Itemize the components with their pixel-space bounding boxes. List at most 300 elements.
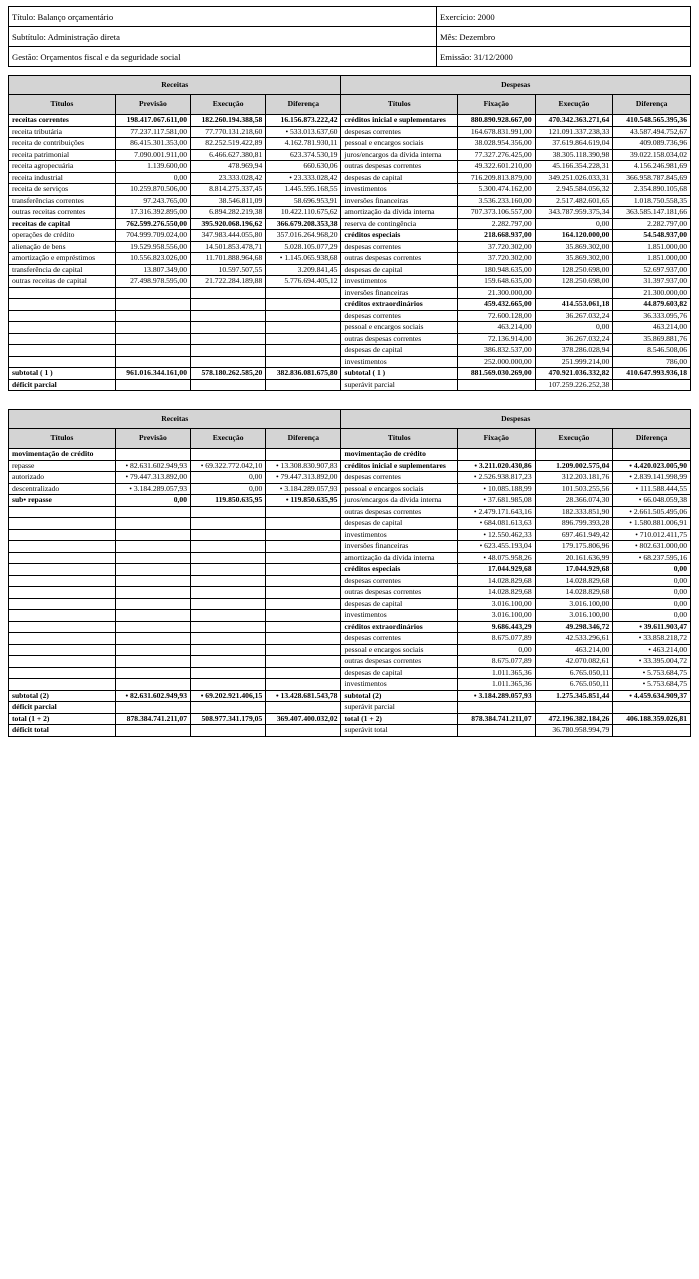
row-execucao-receita xyxy=(191,587,266,599)
row-diferenca-despesa: • 4.420.023.005,90 xyxy=(613,460,691,472)
row-fixacao: 49.322.601.210,00 xyxy=(457,161,535,173)
row-label-right: despesas de capital xyxy=(341,667,457,679)
row-diferenca-despesa: • 710.012.411,75 xyxy=(613,529,691,541)
row-fixacao: 3.016.100,00 xyxy=(457,610,535,622)
row-diferenca-despesa: • 5.753.684,75 xyxy=(613,679,691,691)
row-label-right: superávit parcial xyxy=(341,702,457,714)
row-label-right: créditos especiais xyxy=(341,564,457,576)
table-row xyxy=(9,241,691,253)
row-execucao-despesa: 42.533.296,61 xyxy=(535,633,613,645)
table-row xyxy=(9,564,691,576)
row-execucao-receita xyxy=(191,529,266,541)
row-fixacao: 880.890.928.667,00 xyxy=(457,115,535,127)
row-execucao-receita: 578.180.262.585,20 xyxy=(191,368,266,380)
row-execucao-receita xyxy=(191,379,266,391)
row-label-right: movimentação de crédito xyxy=(341,449,457,461)
row-fixacao: 878.384.741.211,07 xyxy=(457,713,535,725)
row-diferenca-despesa: 1.851.000,00 xyxy=(613,253,691,265)
row-diferenca-despesa xyxy=(613,702,691,714)
row-label-left xyxy=(9,333,116,345)
row-execucao-despesa: 49.298.346,72 xyxy=(535,621,613,633)
row-label-left xyxy=(9,529,116,541)
row-execucao-despesa: 42.070.082,61 xyxy=(535,656,613,668)
row-execucao-receita xyxy=(191,656,266,668)
column-header-right-0: Títulos xyxy=(341,429,457,449)
table-row xyxy=(9,195,691,207)
row-label-left: subtotal ( 1 ) xyxy=(9,368,116,380)
row-label-right: créditos inicial e suplementares xyxy=(341,115,457,127)
row-execucao-receita: 508.977.341.179,05 xyxy=(191,713,266,725)
row-fixacao: 707.373.106.557,00 xyxy=(457,207,535,219)
row-label-left xyxy=(9,322,116,334)
row-label-left: receitas de capital xyxy=(9,218,116,230)
row-fixacao: • 37.681.985,08 xyxy=(457,495,535,507)
row-fixacao: 3.016.100,00 xyxy=(457,598,535,610)
row-label-right: despesas de capital xyxy=(341,345,457,357)
table-row xyxy=(9,644,691,656)
row-diferenca-receita xyxy=(266,598,341,610)
row-execucao-despesa: 1.275.345.851,44 xyxy=(535,690,613,702)
row-previsao: 7.090.001.911,00 xyxy=(115,149,190,161)
row-fixacao: 72.600.128,00 xyxy=(457,310,535,322)
row-diferenca-despesa: 409.089.736,96 xyxy=(613,138,691,150)
row-execucao-receita: 21.722.284.189,88 xyxy=(191,276,266,288)
row-execucao-despesa: 472.196.382.184,26 xyxy=(535,713,613,725)
row-label-left: déficit parcial xyxy=(9,702,116,714)
row-previsao: 0,00 xyxy=(115,495,190,507)
row-execucao-receita: 395.920.068.196,62 xyxy=(191,218,266,230)
row-previsao: 878.384.741.211,07 xyxy=(115,713,190,725)
row-previsao xyxy=(115,667,190,679)
row-diferenca-receita xyxy=(266,287,341,299)
row-fixacao: 8.675.077,89 xyxy=(457,656,535,668)
column-header-left-2: Execução xyxy=(191,95,266,115)
row-previsao xyxy=(115,725,190,737)
row-fixacao: 459.432.665,00 xyxy=(457,299,535,311)
row-execucao-receita xyxy=(191,633,266,645)
row-diferenca-receita: 660.630,06 xyxy=(266,161,341,173)
row-label-left xyxy=(9,287,116,299)
group-header-row xyxy=(9,76,691,95)
table-row xyxy=(9,253,691,265)
row-diferenca-despesa: • 2.839.141.998,99 xyxy=(613,472,691,484)
row-diferenca-despesa: 35.869.881,76 xyxy=(613,333,691,345)
row-execucao-receita xyxy=(191,287,266,299)
row-diferenca-despesa: 31.397.937,00 xyxy=(613,276,691,288)
table-row xyxy=(9,598,691,610)
row-previsao: • 79.447.313.892,00 xyxy=(115,472,190,484)
row-diferenca-receita: 4.162.781.930,11 xyxy=(266,138,341,150)
row-diferenca-despesa: • 1.580.881.006,91 xyxy=(613,518,691,530)
row-diferenca-receita xyxy=(266,299,341,311)
row-execucao-despesa: 128.250.698,00 xyxy=(535,264,613,276)
row-diferenca-receita xyxy=(266,506,341,518)
row-execucao-receita: 6.894.282.219,38 xyxy=(191,207,266,219)
row-diferenca-despesa: • 68.237.595,16 xyxy=(613,552,691,564)
table-row xyxy=(9,667,691,679)
table-row xyxy=(9,333,691,345)
row-diferenca-receita: 623.374.530,19 xyxy=(266,149,341,161)
row-execucao-despesa: 0,00 xyxy=(535,322,613,334)
row-diferenca-despesa: 786,00 xyxy=(613,356,691,368)
table-row xyxy=(9,322,691,334)
header-month: Mês: Dezembro xyxy=(437,27,691,47)
row-diferenca-receita xyxy=(266,667,341,679)
row-execucao-despesa: 35.869.302,00 xyxy=(535,253,613,265)
table-row xyxy=(9,218,691,230)
header-management: Gestão: Orçamentos fiscal e da seguridade social xyxy=(9,47,437,67)
row-execucao-despesa: 37.619.864.619,04 xyxy=(535,138,613,150)
row-previsao xyxy=(115,702,190,714)
row-fixacao: 716.209.813.879,00 xyxy=(457,172,535,184)
table-row xyxy=(9,495,691,507)
row-previsao xyxy=(115,333,190,345)
row-execucao-receita: • 69.322.772.042,10 xyxy=(191,460,266,472)
header-row xyxy=(9,47,691,67)
table-total-row xyxy=(9,702,691,714)
row-diferenca-receita xyxy=(266,333,341,345)
column-header-row xyxy=(9,95,691,115)
row-label-left: autorizado xyxy=(9,472,116,484)
row-execucao-despesa: 414.553.061,18 xyxy=(535,299,613,311)
row-diferenca-receita: 16.156.873.222,42 xyxy=(266,115,341,127)
column-header-right-1: Fixação xyxy=(457,95,535,115)
row-diferenca-receita: • 13.428.681.543,78 xyxy=(266,690,341,702)
row-fixacao: • 3.211.020.430,86 xyxy=(457,460,535,472)
row-diferenca-despesa xyxy=(613,725,691,737)
row-diferenca-receita xyxy=(266,564,341,576)
row-label-right: reserva de contingência xyxy=(341,218,457,230)
row-previsao xyxy=(115,575,190,587)
row-diferenca-receita xyxy=(266,702,341,714)
row-label-right: pessoal e encargos sociais xyxy=(341,138,457,150)
row-fixacao: 8.675.077,89 xyxy=(457,633,535,645)
row-execucao-despesa: 6.765.050,11 xyxy=(535,667,613,679)
row-label-left xyxy=(9,656,116,668)
row-fixacao: 0,00 xyxy=(457,644,535,656)
row-label-right: superávit total xyxy=(341,725,457,737)
row-execucao-receita: 0,00 xyxy=(191,483,266,495)
row-previsao: 97.243.765,00 xyxy=(115,195,190,207)
row-label-right: créditos especiais xyxy=(341,230,457,242)
row-execucao-despesa: 463.214,00 xyxy=(535,644,613,656)
row-execucao-despesa: 164.120.000,00 xyxy=(535,230,613,242)
row-diferenca-receita: 357.016.264.968,20 xyxy=(266,230,341,242)
row-diferenca-receita xyxy=(266,610,341,622)
row-label-right: despesas de capital xyxy=(341,172,457,184)
row-execucao-receita xyxy=(191,506,266,518)
row-previsao xyxy=(115,598,190,610)
header-row xyxy=(9,7,691,27)
row-execucao-receita: 6.466.627.380,81 xyxy=(191,149,266,161)
table-row xyxy=(9,287,691,299)
row-label-right: investimentos xyxy=(341,184,457,196)
row-execucao-receita xyxy=(191,333,266,345)
row-previsao: 27.498.978.595,00 xyxy=(115,276,190,288)
row-fixacao: • 2.526.938.817,23 xyxy=(457,472,535,484)
row-previsao xyxy=(115,552,190,564)
table-row xyxy=(9,184,691,196)
row-label-right: outras despesas correntes xyxy=(341,656,457,668)
row-diferenca-despesa: 463.214,00 xyxy=(613,322,691,334)
row-diferenca-despesa: 39.022.158.034,02 xyxy=(613,149,691,161)
row-label-left xyxy=(9,644,116,656)
row-execucao-despesa xyxy=(535,287,613,299)
table-row xyxy=(9,483,691,495)
table-row xyxy=(9,115,691,127)
row-previsao: 13.807.349,00 xyxy=(115,264,190,276)
row-label-left xyxy=(9,506,116,518)
row-execucao-receita: 38.546.811,09 xyxy=(191,195,266,207)
row-fixacao: 463.214,00 xyxy=(457,322,535,334)
row-label-right: total (1 + 2) xyxy=(341,713,457,725)
row-diferenca-receita: • 533.013.637,60 xyxy=(266,126,341,138)
row-label-left xyxy=(9,299,116,311)
row-fixacao: 5.300.474.162,00 xyxy=(457,184,535,196)
row-previsao xyxy=(115,656,190,668)
row-diferenca-receita: 369.407.400.032,02 xyxy=(266,713,341,725)
row-previsao: 19.529.958.556,00 xyxy=(115,241,190,253)
row-previsao: 0,00 xyxy=(115,172,190,184)
table-row xyxy=(9,264,691,276)
group-header-receitas: Receitas xyxy=(9,410,341,429)
row-diferenca-receita xyxy=(266,356,341,368)
row-diferenca-despesa: • 463.214,00 xyxy=(613,644,691,656)
row-execucao-despesa: 35.869.302,00 xyxy=(535,241,613,253)
row-execucao-despesa: 128.250.698,00 xyxy=(535,276,613,288)
table-row xyxy=(9,161,691,173)
row-execucao-receita xyxy=(191,644,266,656)
row-label-left xyxy=(9,541,116,553)
row-execucao-despesa: 36.267.032,24 xyxy=(535,333,613,345)
row-previsao xyxy=(115,449,190,461)
row-diferenca-despesa: • 33.395.004,72 xyxy=(613,656,691,668)
row-execucao-despesa: 28.366.074,30 xyxy=(535,495,613,507)
row-label-right: investimentos xyxy=(341,276,457,288)
row-execucao-despesa: 38.305.118.390,98 xyxy=(535,149,613,161)
row-execucao-despesa: 2.517.482.601,65 xyxy=(535,195,613,207)
row-label-right: créditos extraordinários xyxy=(341,621,457,633)
row-fixacao: • 48.075.958,26 xyxy=(457,552,535,564)
row-fixacao: 881.569.030.269,00 xyxy=(457,368,535,380)
row-previsao xyxy=(115,644,190,656)
row-diferenca-despesa: • 111.588.444,55 xyxy=(613,483,691,495)
row-diferenca-despesa: • 5.753.684,75 xyxy=(613,667,691,679)
row-execucao-despesa: 2.945.584.056,32 xyxy=(535,184,613,196)
row-execucao-despesa: 17.044.929,68 xyxy=(535,564,613,576)
row-fixacao: • 12.550.462,33 xyxy=(457,529,535,541)
row-label-right: juros/encargos da dívida interna xyxy=(341,495,457,507)
row-label-left xyxy=(9,679,116,691)
table-gap xyxy=(8,391,691,400)
table-row xyxy=(9,172,691,184)
row-fixacao: 2.282.797,00 xyxy=(457,218,535,230)
row-label-right: despesas de capital xyxy=(341,264,457,276)
row-label-left xyxy=(9,587,116,599)
row-execucao-despesa: 697.461.949,42 xyxy=(535,529,613,541)
row-diferenca-despesa: 2.354.890.105,68 xyxy=(613,184,691,196)
row-label-left: déficit total xyxy=(9,725,116,737)
table-row xyxy=(9,656,691,668)
row-fixacao: 164.678.831.991,00 xyxy=(457,126,535,138)
row-label-left: subtotal (2) xyxy=(9,690,116,702)
row-label-left: receita agropecuária xyxy=(9,161,116,173)
row-execucao-receita xyxy=(191,552,266,564)
row-label-right: despesas de capital xyxy=(341,598,457,610)
row-label-left: receitas correntes xyxy=(9,115,116,127)
row-diferenca-receita xyxy=(266,449,341,461)
row-diferenca-receita: • 3.184.289.057,93 xyxy=(266,483,341,495)
table-row xyxy=(9,621,691,633)
row-label-right: despesas de capital xyxy=(341,518,457,530)
row-diferenca-despesa: 0,00 xyxy=(613,587,691,599)
row-diferenca-receita: 10.422.110.675,62 xyxy=(266,207,341,219)
table-row xyxy=(9,345,691,357)
row-execucao-despesa: 312.203.181,76 xyxy=(535,472,613,484)
row-diferenca-receita: • 119.850.635,95 xyxy=(266,495,341,507)
table-row xyxy=(9,276,691,288)
row-diferenca-despesa: • 802.631.000,00 xyxy=(613,541,691,553)
table-row xyxy=(9,679,691,691)
row-execucao-receita xyxy=(191,679,266,691)
row-label-right: outras despesas correntes xyxy=(341,587,457,599)
row-label-right: outras despesas correntes xyxy=(341,506,457,518)
row-execucao-receita xyxy=(191,299,266,311)
row-label-right: superávit parcial xyxy=(341,379,457,391)
table-row xyxy=(9,126,691,138)
row-label-right: investimentos xyxy=(341,679,457,691)
row-diferenca-receita xyxy=(266,345,341,357)
row-execucao-despesa: 349.251.026.033,31 xyxy=(535,172,613,184)
column-header-right-0: Títulos xyxy=(341,95,457,115)
row-fixacao: 17.044.929,68 xyxy=(457,564,535,576)
column-header-right-2: Execução xyxy=(535,95,613,115)
row-label-left: transferência de capital xyxy=(9,264,116,276)
row-previsao: 77.237.117.581,00 xyxy=(115,126,190,138)
row-previsao: 704.999.709.024,00 xyxy=(115,230,190,242)
row-diferenca-despesa: 44.879.603,82 xyxy=(613,299,691,311)
row-diferenca-receita: • 23.333.028,42 xyxy=(266,172,341,184)
row-fixacao: 21.300.000,00 xyxy=(457,287,535,299)
row-label-right: despesas correntes xyxy=(341,241,457,253)
row-previsao: 10.259.870.506,00 xyxy=(115,184,190,196)
row-previsao xyxy=(115,356,190,368)
row-previsao xyxy=(115,345,190,357)
group-header-receitas: Receitas xyxy=(9,76,341,95)
row-execucao-receita: 14.501.853.478,71 xyxy=(191,241,266,253)
row-execucao-receita: 10.597.507,55 xyxy=(191,264,266,276)
row-fixacao: 1.011.365,36 xyxy=(457,667,535,679)
row-execucao-despesa: 3.016.100,00 xyxy=(535,598,613,610)
row-execucao-despesa: 1.209.002.575,04 xyxy=(535,460,613,472)
table-row xyxy=(9,518,691,530)
row-label-right: outras despesas correntes xyxy=(341,253,457,265)
table-row xyxy=(9,541,691,553)
row-fixacao: 14.028.829,68 xyxy=(457,587,535,599)
row-execucao-receita: 119.850.635,95 xyxy=(191,495,266,507)
row-label-left: operações de crédito xyxy=(9,230,116,242)
row-label-left xyxy=(9,518,116,530)
table-total-row xyxy=(9,725,691,737)
row-label-left: outras receitas de capital xyxy=(9,276,116,288)
table-row xyxy=(9,460,691,472)
row-fixacao: 77.327.276.425,00 xyxy=(457,149,535,161)
row-label-left: alienação de bens xyxy=(9,241,116,253)
row-fixacao: 1.011.365,36 xyxy=(457,679,535,691)
row-label-left xyxy=(9,356,116,368)
row-execucao-receita xyxy=(191,575,266,587)
row-label-right: inversões financeiras xyxy=(341,195,457,207)
row-execucao-despesa: 343.787.959.375,34 xyxy=(535,207,613,219)
row-diferenca-despesa xyxy=(613,449,691,461)
row-diferenca-despesa: • 33.858.218,72 xyxy=(613,633,691,645)
row-execucao-receita: 77.770.131.218,60 xyxy=(191,126,266,138)
table-row xyxy=(9,610,691,622)
table-row xyxy=(9,575,691,587)
row-diferenca-receita xyxy=(266,587,341,599)
row-label-right: créditos inicial e suplementares xyxy=(341,460,457,472)
row-diferenca-despesa: 0,00 xyxy=(613,598,691,610)
row-label-left: receita industrial xyxy=(9,172,116,184)
row-fixacao xyxy=(457,449,535,461)
row-diferenca-receita xyxy=(266,541,341,553)
row-execucao-despesa: 182.333.851,90 xyxy=(535,506,613,518)
row-diferenca-receita xyxy=(266,322,341,334)
header-row xyxy=(9,27,691,47)
column-header-right-3: Diferença xyxy=(613,429,691,449)
row-execucao-receita xyxy=(191,449,266,461)
row-previsao xyxy=(115,621,190,633)
row-previsao xyxy=(115,322,190,334)
row-label-right: despesas correntes xyxy=(341,126,457,138)
row-fixacao: 159.648.635,00 xyxy=(457,276,535,288)
row-diferenca-despesa: 1.851.000,00 xyxy=(613,241,691,253)
row-previsao: • 3.184.289.057,93 xyxy=(115,483,190,495)
row-diferenca-despesa: 410.647.993.936,18 xyxy=(613,368,691,380)
row-execucao-despesa xyxy=(535,702,613,714)
row-label-right: pessoal e encargos sociais xyxy=(341,483,457,495)
row-execucao-receita: 182.260.194.388,58 xyxy=(191,115,266,127)
row-previsao xyxy=(115,310,190,322)
row-execucao-receita: 0,00 xyxy=(191,472,266,484)
row-execucao-despesa: 3.016.100,00 xyxy=(535,610,613,622)
table-row xyxy=(9,149,691,161)
row-diferenca-receita: 1.445.595.168,55 xyxy=(266,184,341,196)
row-execucao-despesa: 121.091.337.238,33 xyxy=(535,126,613,138)
row-diferenca-receita: 3.209.841,45 xyxy=(266,264,341,276)
table-row xyxy=(9,299,691,311)
table-row xyxy=(9,472,691,484)
header-subtitle: Subtítulo: Administração direta xyxy=(9,27,437,47)
row-diferenca-despesa xyxy=(613,379,691,391)
row-diferenca-despesa: 54.548.937,00 xyxy=(613,230,691,242)
row-diferenca-receita: 58.696.953,91 xyxy=(266,195,341,207)
row-label-left xyxy=(9,667,116,679)
row-diferenca-receita: 366.679.208.353,38 xyxy=(266,218,341,230)
row-execucao-despesa: 378.286.028,94 xyxy=(535,345,613,357)
row-diferenca-receita: • 79.447.313.892,00 xyxy=(266,472,341,484)
row-execucao-receita: 347.983.444.055,80 xyxy=(191,230,266,242)
row-fixacao: • 684.081.613,63 xyxy=(457,518,535,530)
row-label-right: despesas correntes xyxy=(341,575,457,587)
table-row xyxy=(9,207,691,219)
table-total-row xyxy=(9,368,691,380)
row-label-left: outras receitas correntes xyxy=(9,207,116,219)
row-diferenca-receita xyxy=(266,529,341,541)
column-header-left-0: Títulos xyxy=(9,429,116,449)
row-previsao: 198.417.067.611,00 xyxy=(115,115,190,127)
row-label-right: subtotal ( 1 ) xyxy=(341,368,457,380)
